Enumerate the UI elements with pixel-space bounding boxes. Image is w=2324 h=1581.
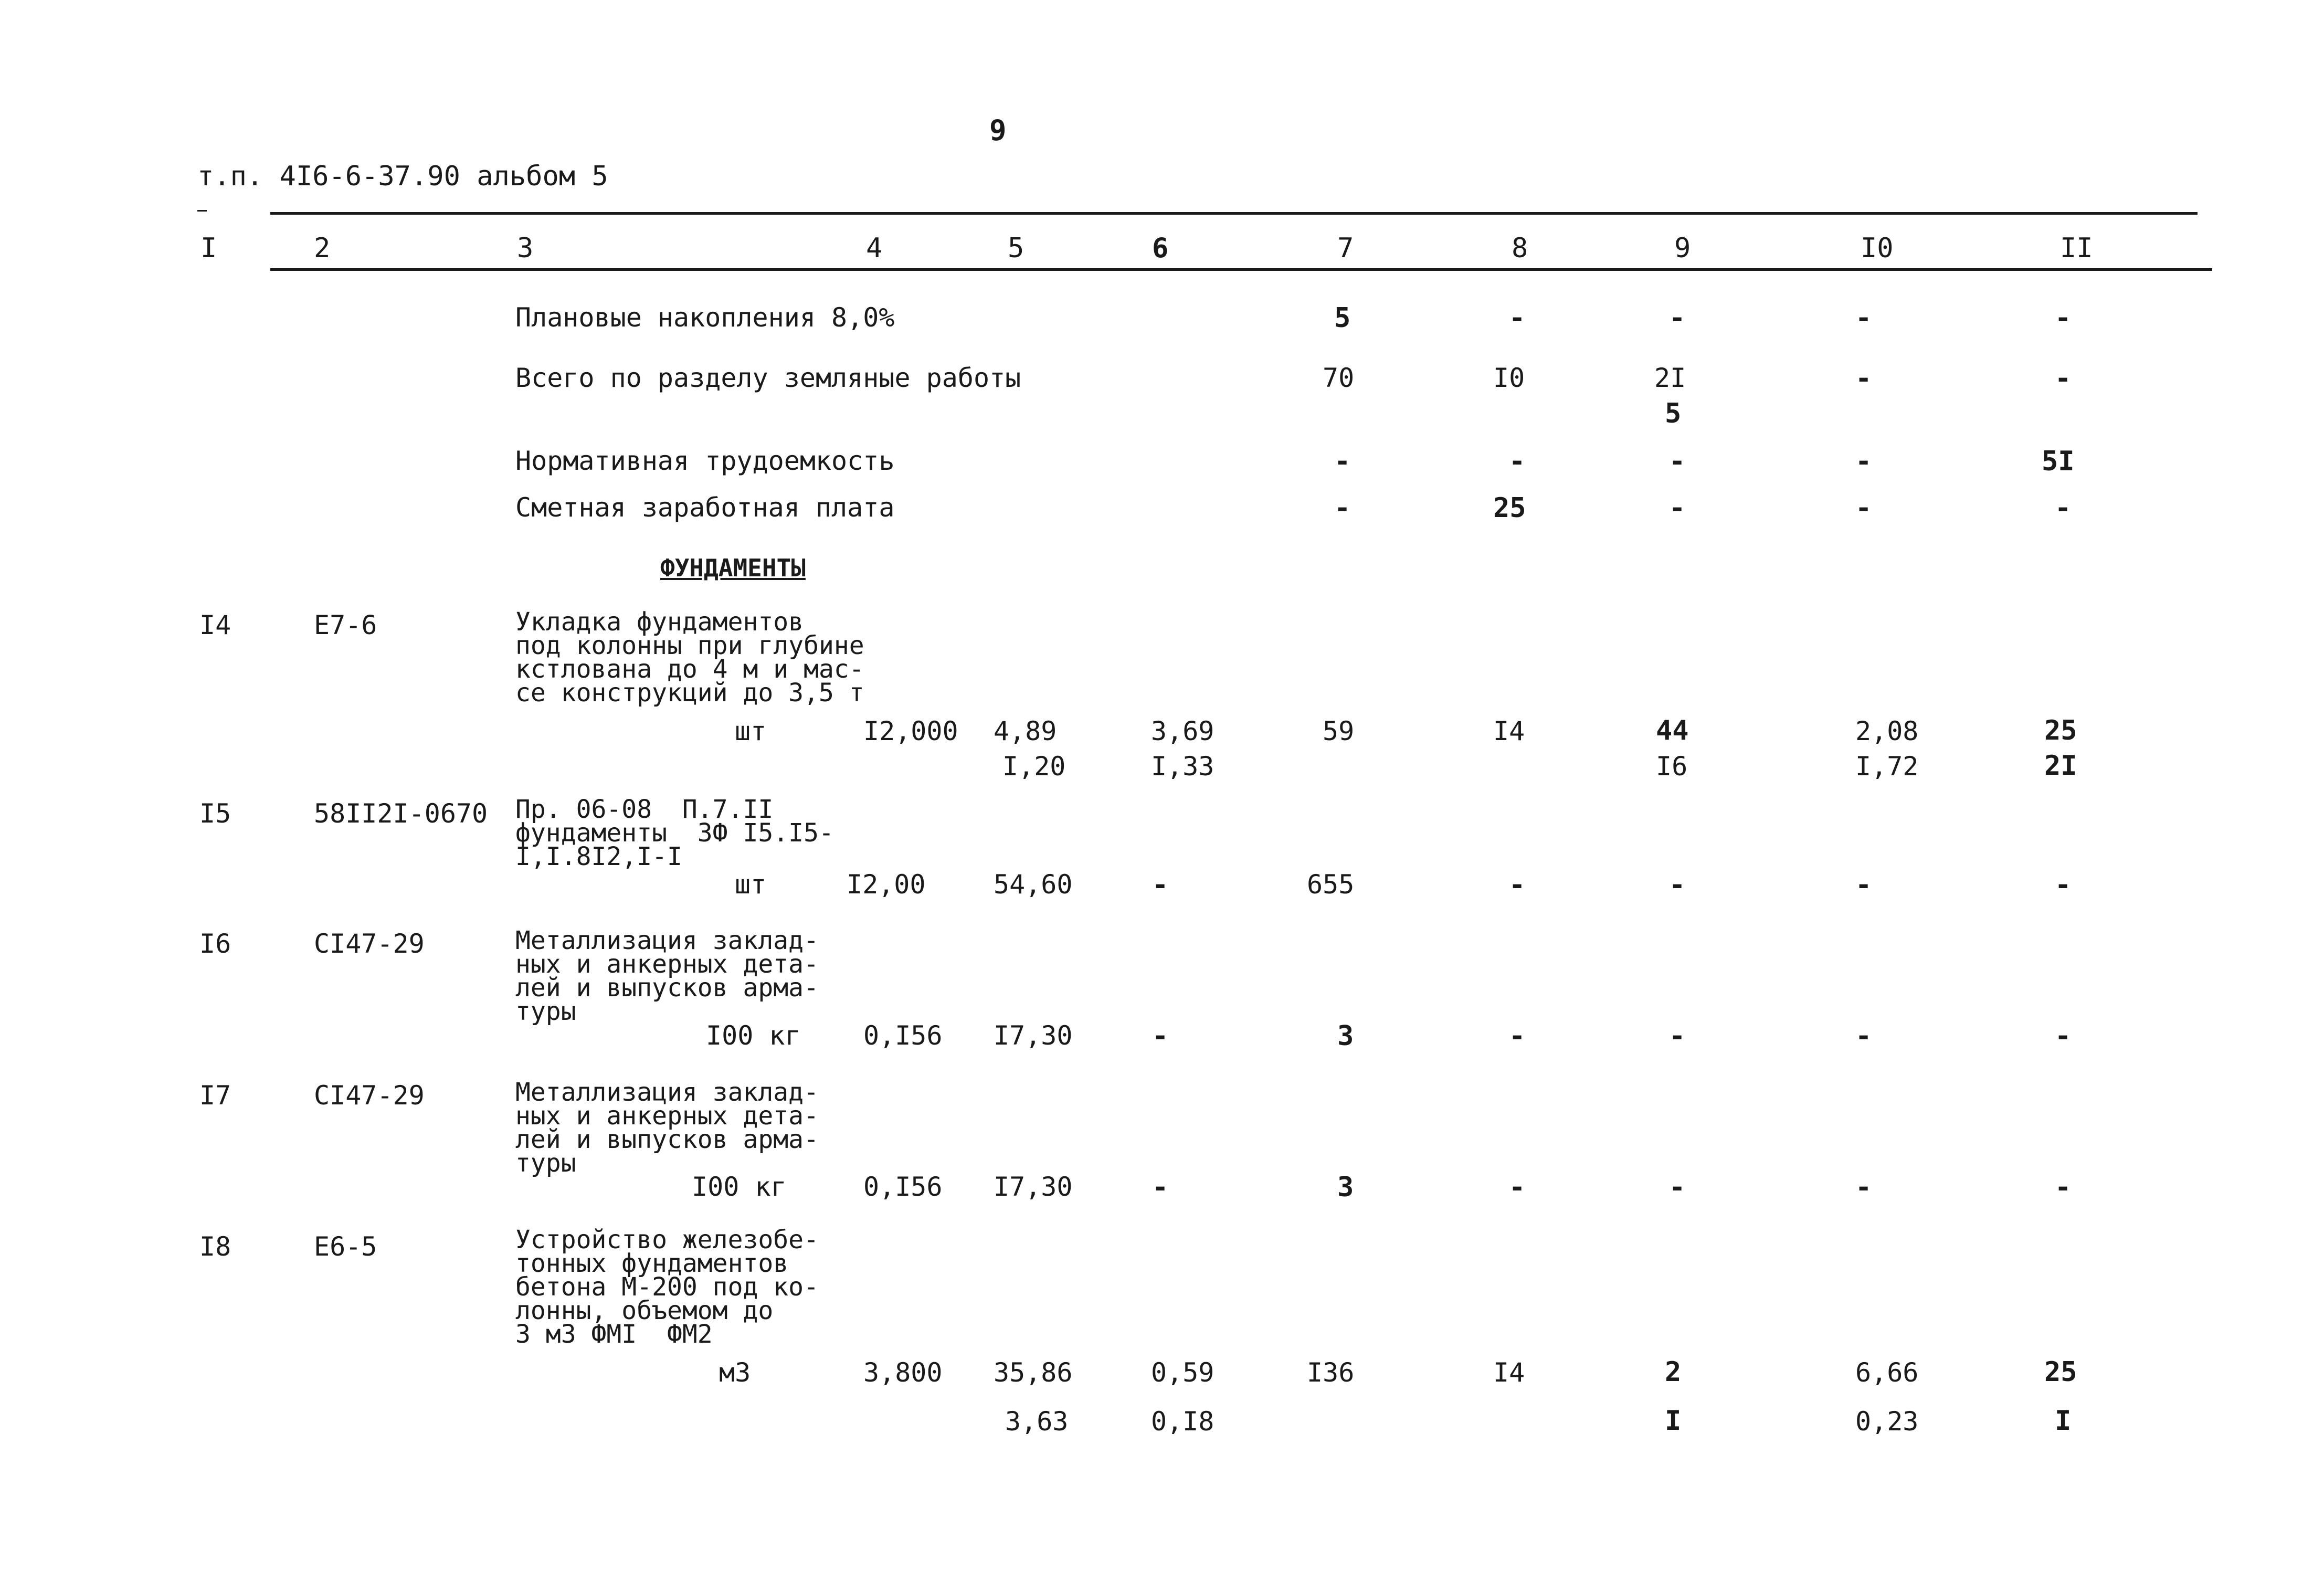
item-number: I4 — [199, 610, 231, 640]
column-header-6: 6 — [1152, 233, 1169, 264]
summary-value: - — [1855, 302, 1872, 334]
item-value-11-secondary: I — [2055, 1405, 2072, 1437]
summary-value: 25 — [1493, 492, 1526, 524]
summary-value: 2I — [1654, 363, 1686, 393]
item-value-10: - — [1855, 869, 1872, 901]
summary-label: Всего по разделу земляные работы — [515, 363, 1021, 393]
item-unit: м3 — [719, 1357, 751, 1388]
item-description: Устройство железобе- тонных фундаментов бетона М-200 под ко- лонны, объемом до 3 м3 ФМI ФМ2 — [515, 1225, 819, 1349]
item-total-cost: I36 — [1307, 1357, 1355, 1388]
summary-value: - — [1669, 492, 1686, 524]
header-tick-mark — [197, 210, 207, 212]
summary-label: Сметная заработная плата — [515, 492, 895, 523]
item-value-11: - — [2055, 869, 2072, 901]
summary-value: - — [2055, 492, 2072, 524]
item-total-cost: 655 — [1307, 869, 1355, 900]
summary-label: Плановые накопления 8,0% — [515, 302, 895, 333]
item-value-9: 2 — [1665, 1356, 1682, 1388]
header-rule-top — [270, 212, 2198, 215]
item-value-11: - — [2055, 1020, 2072, 1052]
item-cost-unit: I7,30 — [994, 1172, 1073, 1202]
column-header-8: 8 — [1512, 233, 1528, 264]
item-code: Е6-5 — [314, 1231, 377, 1262]
column-header-10: I0 — [1861, 233, 1894, 264]
column-header-5: 5 — [1008, 233, 1024, 264]
item-code: 58II2I-0670 — [314, 798, 488, 829]
column-header-1: I — [200, 233, 217, 264]
item-value-9: 44 — [1656, 715, 1689, 746]
item-value-10: 6,66 — [1855, 1357, 1919, 1388]
summary-value: - — [1669, 446, 1686, 477]
summary-value: - — [1855, 446, 1872, 477]
summary-value: - — [1669, 302, 1686, 334]
item-value-11: - — [2055, 1172, 2072, 1203]
item-cost-machines: - — [1152, 1020, 1169, 1052]
item-cost-unit: 54,60 — [994, 869, 1073, 900]
item-value-9: - — [1669, 1172, 1686, 1203]
summary-value: - — [1509, 302, 1526, 334]
item-description: Металлизация заклад- ных и анкерных дета- лей и выпусков арма- туры — [515, 1078, 819, 1178]
item-value-11: 25 — [2044, 1356, 2077, 1388]
item-code: СI47-29 — [314, 1080, 425, 1111]
column-header-11: II — [2060, 233, 2093, 264]
item-value-10: - — [1855, 1020, 1872, 1052]
summary-value: 70 — [1323, 363, 1355, 393]
item-unit: I00 кг — [706, 1020, 801, 1051]
summary-value: 5 — [1334, 302, 1351, 334]
item-cost-machines-secondary: I,33 — [1151, 751, 1214, 782]
summary-value: - — [1509, 446, 1526, 477]
summary-value: - — [2055, 363, 2072, 394]
item-value-9-secondary: I — [1665, 1405, 1682, 1437]
item-number: I6 — [199, 929, 231, 959]
item-unit: шт — [735, 716, 767, 746]
summary-value: 5I — [2042, 446, 2075, 477]
item-description: Пр. 06-08 П.7.II фундаменты 3Ф I5.I5- I,I.8I2,I-I — [515, 795, 834, 871]
item-quantity: 0,I56 — [863, 1172, 943, 1202]
item-quantity: 0,I56 — [863, 1020, 943, 1051]
item-quantity: I2,00 — [847, 869, 926, 900]
header-rule-bottom — [270, 268, 2212, 271]
item-unit: шт — [735, 869, 767, 900]
item-value-8: - — [1509, 1020, 1526, 1052]
document-reference: т.п. 4I6-6-37.90 альбом 5 — [197, 161, 608, 192]
item-value-8: I4 — [1493, 716, 1525, 746]
item-value-10: 2,08 — [1855, 716, 1919, 746]
item-unit: I00 кг — [692, 1172, 787, 1202]
item-value-8: - — [1509, 1172, 1526, 1203]
item-cost-unit: 4,89 — [994, 716, 1057, 746]
column-header-4: 4 — [866, 233, 883, 264]
item-value-10-secondary: 0,23 — [1855, 1406, 1919, 1437]
item-value-9: - — [1669, 1020, 1686, 1052]
item-code: СI47-29 — [314, 929, 425, 959]
column-header-3: 3 — [517, 233, 534, 264]
item-number: I8 — [199, 1231, 231, 1262]
item-quantity: I2,000 — [863, 716, 958, 746]
column-header-9: 9 — [1674, 233, 1691, 264]
item-quantity: 3,800 — [863, 1357, 943, 1388]
item-cost-machines: 0,59 — [1151, 1357, 1214, 1388]
item-value-9-secondary: I6 — [1656, 751, 1688, 782]
column-header-2: 2 — [314, 233, 331, 264]
section-title: ФУНДАМЕНТЫ — [660, 554, 806, 582]
summary-value: - — [1855, 492, 1872, 524]
summary-value: 5 — [1665, 398, 1682, 429]
item-cost-machines-secondary: 0,I8 — [1151, 1406, 1214, 1437]
item-value-11-secondary: 2I — [2044, 750, 2077, 782]
summary-value: - — [1334, 492, 1351, 524]
item-cost-unit-secondary: I,20 — [1002, 751, 1066, 782]
item-cost-machines: - — [1152, 1172, 1169, 1203]
page-number: 9 — [989, 114, 1007, 147]
summary-label: Нормативная трудоемкость — [515, 446, 895, 476]
item-value-8: I4 — [1493, 1357, 1525, 1388]
item-description: Укладка фундаментов под колонны при глубине кстлована до 4 м и мас- се конструкций до 3,5 т — [515, 607, 864, 708]
item-number: I5 — [199, 798, 231, 829]
item-value-8: - — [1509, 869, 1526, 901]
item-description: Металлизация заклад- ных и анкерных дета- лей и выпусков арма- туры — [515, 926, 819, 1026]
item-cost-machines: - — [1152, 869, 1169, 901]
item-total-cost: 59 — [1323, 716, 1355, 746]
summary-value: I0 — [1493, 363, 1525, 393]
item-total-cost: 3 — [1337, 1020, 1354, 1052]
item-number: I7 — [199, 1080, 231, 1111]
item-cost-machines: 3,69 — [1151, 716, 1214, 746]
summary-value: - — [1334, 446, 1351, 477]
item-value-10: - — [1855, 1172, 1872, 1203]
item-value-9: - — [1669, 869, 1686, 901]
item-cost-unit: 35,86 — [994, 1357, 1073, 1388]
item-cost-unit: I7,30 — [994, 1020, 1073, 1051]
item-value-10-secondary: I,72 — [1855, 751, 1919, 782]
item-cost-unit-secondary: 3,63 — [1005, 1406, 1069, 1437]
summary-value: - — [2055, 302, 2072, 334]
item-code: Е7-6 — [314, 610, 377, 640]
item-value-11: 25 — [2044, 715, 2077, 746]
item-total-cost: 3 — [1337, 1172, 1354, 1203]
summary-value: - — [1855, 363, 1872, 394]
column-header-7: 7 — [1337, 233, 1354, 264]
